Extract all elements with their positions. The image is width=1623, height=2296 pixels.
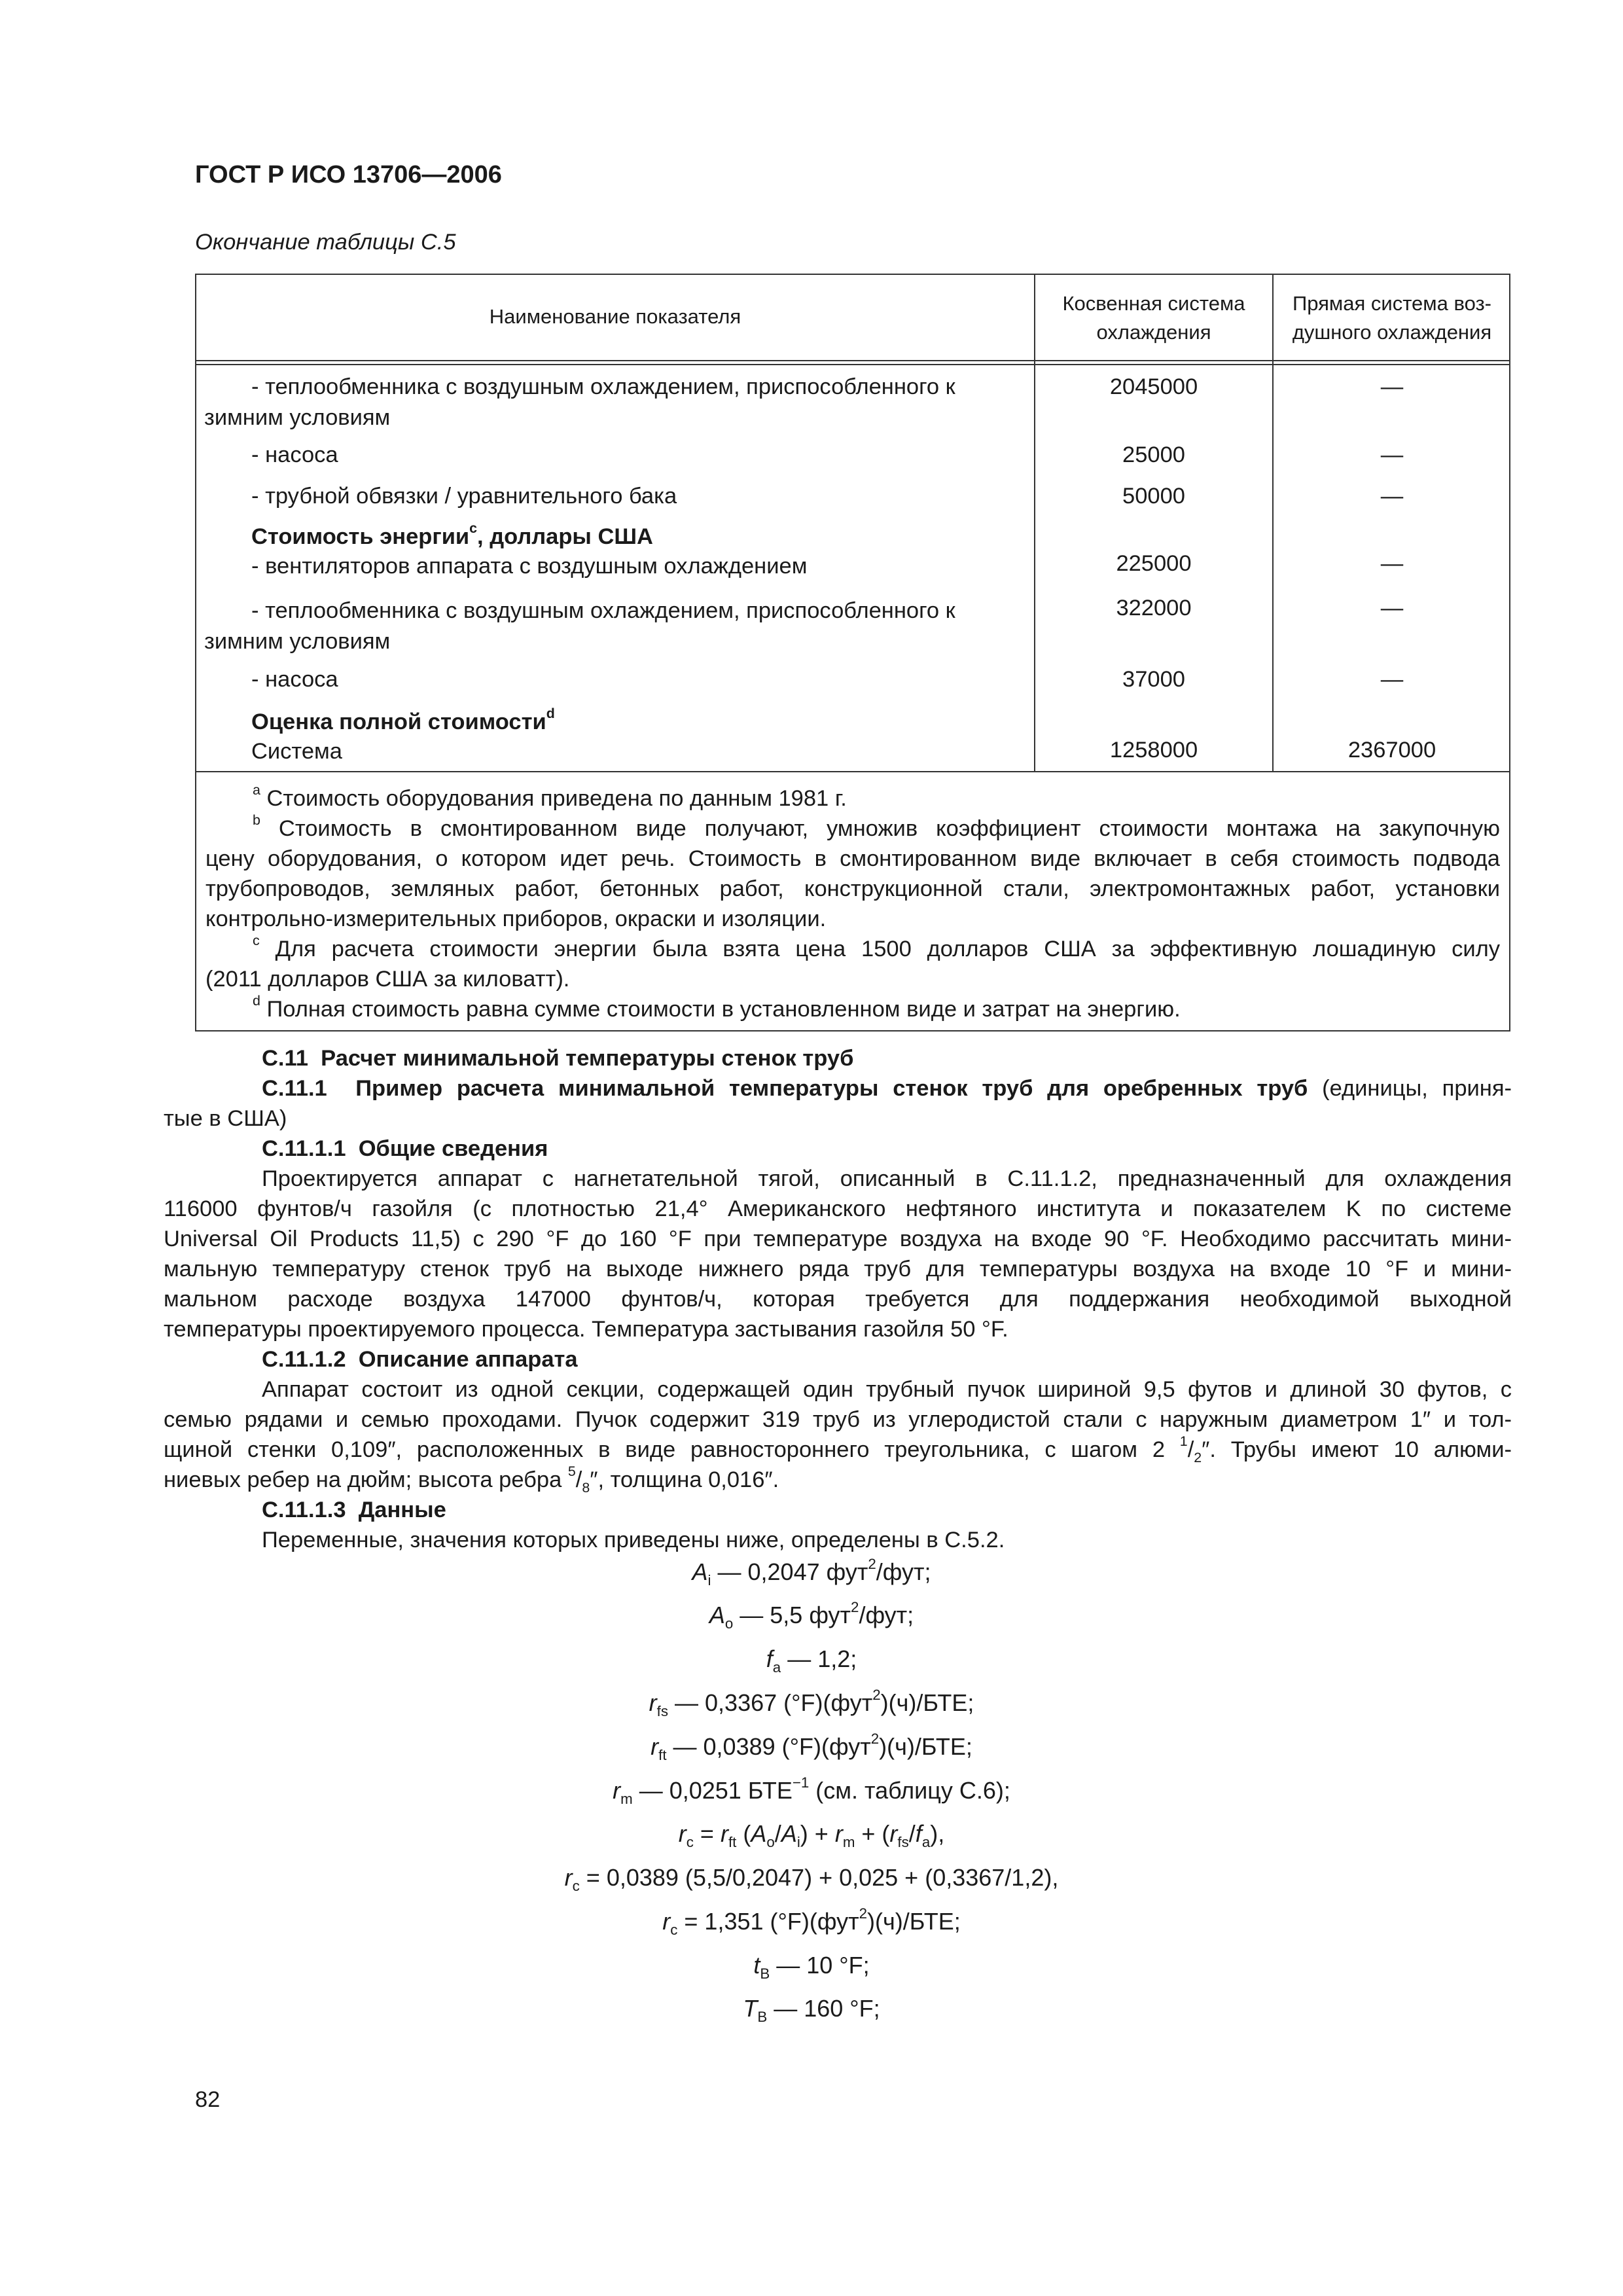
- formula-rc-substitution: $r_c = 0,0389$ (5,5/0,2047) + 0,025 + (0,3367/1,2),: [564, 1864, 1059, 1895]
- column-header-indirect: Косвенная система охлаждения: [1062, 292, 1245, 344]
- footnote-a: $^a$ Стоимость оборудования приведена по данным 1981 г.: [253, 782, 847, 811]
- indirect-value: 37000: [1122, 667, 1185, 692]
- formula-tb: $t_B$ — 10 °F;: [753, 1952, 870, 1982]
- footnote-d: $^d$ Полная стоимость равна сумме стоимости в установленном виде и затрат на энергию.: [253, 993, 1181, 1022]
- header-divider: [196, 360, 1509, 365]
- indirect-value: 50000: [1122, 484, 1185, 509]
- paragraph-line: 116000 фунтов/ч газойля (с плотностью 21,4° Американского нефтяного института и показателем K по системе: [164, 1196, 1512, 1221]
- paragraph-line: Universal Oil Products 11,5) с 290 °F до 160 °F при температуре воздуха на входе 90 °F. Необходимо рассчитать мини-: [164, 1227, 1512, 1251]
- direct-value: —: [1380, 442, 1404, 467]
- footnote-b: $^b$ Стоимость в смонтированном виде получают, умножив коэффициент стоимости монтажа на закупочную: [253, 812, 1500, 841]
- page-number: 82: [195, 2087, 221, 2112]
- column-header-name: Наименование показателя: [489, 305, 741, 328]
- footnote-b-line: цену оборудования, о котором идет речь. Стоимость в смонтированном виде включает в себя стоимость подвода: [205, 846, 1500, 871]
- paragraph-line: щиной стенки 0,109″, расположенных в виде равностороннего треугольника, с шагом 2 $^1/_2''$. Трубы имеют 10 алюми-: [164, 1433, 1512, 1465]
- cost-table: [195, 274, 1510, 1031]
- paragraph-line: Переменные, значения которых приведены ниже, определены в С.5.2.: [262, 1528, 1005, 1552]
- direct-value: —: [1380, 374, 1404, 399]
- indirect-value: 2045000: [1109, 374, 1198, 399]
- group-heading-total: Оценка полной стоимости$^d$: [251, 706, 555, 734]
- paragraph-line: Проектируется аппарат с нагнетательной тягой, описанный в С.11.1.2, предназначенный для охлаждения: [262, 1166, 1512, 1191]
- formula-rm: $r_m$ — 0,0251 $БТЕ^{-1}$ (см. таблицу С.6);: [613, 1774, 1010, 1808]
- paragraph-line: температуры проектируемого процесса. Температура застывания газойля 50 °F.: [164, 1317, 1008, 1342]
- paragraph-line: семью рядами и семью проходами. Пучок содержит 319 труб из углеродистой стали с наружным диаметром 1″ и тол-: [164, 1407, 1512, 1432]
- footnote-c: $^c$ Для расчета стоимости энергии была взята цена 1500 долларов США за эффективную лошадиную силу: [253, 933, 1500, 961]
- table-row-label: - насоса: [251, 442, 338, 467]
- table-caption: Окончание таблицы С.5: [195, 230, 456, 255]
- table-row-label: - трубной обвязки / уравнительного бака: [251, 484, 677, 509]
- table-row-label: - теплообменника с воздушным охлаждением, приспособленного к зимним условиям: [204, 598, 955, 654]
- formula-rft: $r_{ft}$ — 0,0389 (°F)(фут$^2$)(ч)/БТЕ;: [651, 1730, 972, 1764]
- column-divider: [1272, 275, 1274, 771]
- direct-value: —: [1380, 551, 1404, 576]
- document-header: ГОСТ Р ИСО 13706—2006: [195, 161, 502, 188]
- direct-value: —: [1380, 484, 1404, 509]
- section-heading-c1112: С.11.1.2 Описание аппарата: [262, 1347, 578, 1372]
- group-heading-energy: Стоимость энергии$^с$, доллары США: [251, 520, 653, 549]
- section-heading-c1111: С.11.1.1 Общие сведения: [262, 1136, 548, 1161]
- footnote-b-line: трубопроводов, земляных работ, бетонных работ, конструкционной стали, электромонтажных работ, установки: [205, 876, 1500, 901]
- footnote-c-line: (2011 долларов США за киловатт).: [205, 967, 570, 992]
- indirect-value: 225000: [1116, 551, 1192, 576]
- table-row-label: Система: [251, 739, 342, 764]
- table-row-label: - вентиляторов аппарата с воздушным охлаждением: [251, 554, 808, 579]
- direct-value: —: [1380, 667, 1404, 692]
- section-heading-c111: С.11.1 Пример расчета минимальной температуры стенок труб для оребренных труб (единицы, приня-: [262, 1076, 1512, 1101]
- direct-value: 2367000: [1347, 738, 1436, 762]
- formula-ao: $A_o$ — 5,5 фут$^2$/фут;: [709, 1598, 914, 1632]
- footnote-b-line: контрольно-измерительных приборов, окраски и изоляции.: [205, 906, 827, 931]
- formula-rc-definition: $r_c = r_{ft}$ $(A_o/A_i) + r_m + (r_{fs}/f_a)$,: [678, 1820, 945, 1851]
- paragraph-line: Аппарат состоит из одной секции, содержащей один трубный пучок шириной 9,5 футов и длиной 30 футов, с: [262, 1377, 1512, 1402]
- section-heading-c111-cont: тые в США): [164, 1106, 287, 1131]
- table-row-label: - насоса: [251, 667, 338, 692]
- section-heading-c11: С.11 Расчет минимальной температуры стенок труб: [262, 1046, 854, 1071]
- paragraph-line: мальном расходе воздуха 147000 фунтов/ч, которая требуется для поддержания необходимой выходной: [164, 1287, 1512, 1312]
- footnote-divider: [196, 771, 1509, 772]
- paragraph-line: ниевых ребер на дюйм; высота ребра $^5/_8''$, толщина 0,016″.: [164, 1463, 779, 1496]
- direct-value: —: [1380, 596, 1404, 620]
- formula-rc-result: $r_c = 1,351$ (°F)(фут$^2$)(ч)/БТЕ;: [662, 1905, 961, 1939]
- formula-TB: $T_B$ — 160 °F;: [743, 1995, 880, 2026]
- column-divider: [1034, 275, 1035, 771]
- indirect-value: 25000: [1122, 442, 1185, 467]
- indirect-value: 322000: [1116, 596, 1192, 620]
- formula-fa: $f_a$ — 1,2;: [766, 1645, 857, 1676]
- section-heading-c1113: С.11.1.3 Данные: [262, 1498, 446, 1522]
- formula-rfs: $r_{fs}$ — 0,3367 (°F)(фут$^2$)(ч)/БТЕ;: [649, 1686, 974, 1720]
- column-header-direct: Прямая система воз- душного охлаждения: [1292, 292, 1492, 344]
- paragraph-line: мальную температуру стенок труб на выходе нижнего ряда труб для температуры воздуха на входе 10 °F и мини-: [164, 1257, 1512, 1282]
- table-row-label: - теплообменника с воздушным охлаждением, приспособленного к зимним условиям: [204, 374, 955, 430]
- formula-ai: $A_i$ — 0,2047 фут$^2$/фут;: [692, 1555, 931, 1589]
- indirect-value: 1258000: [1109, 738, 1198, 762]
